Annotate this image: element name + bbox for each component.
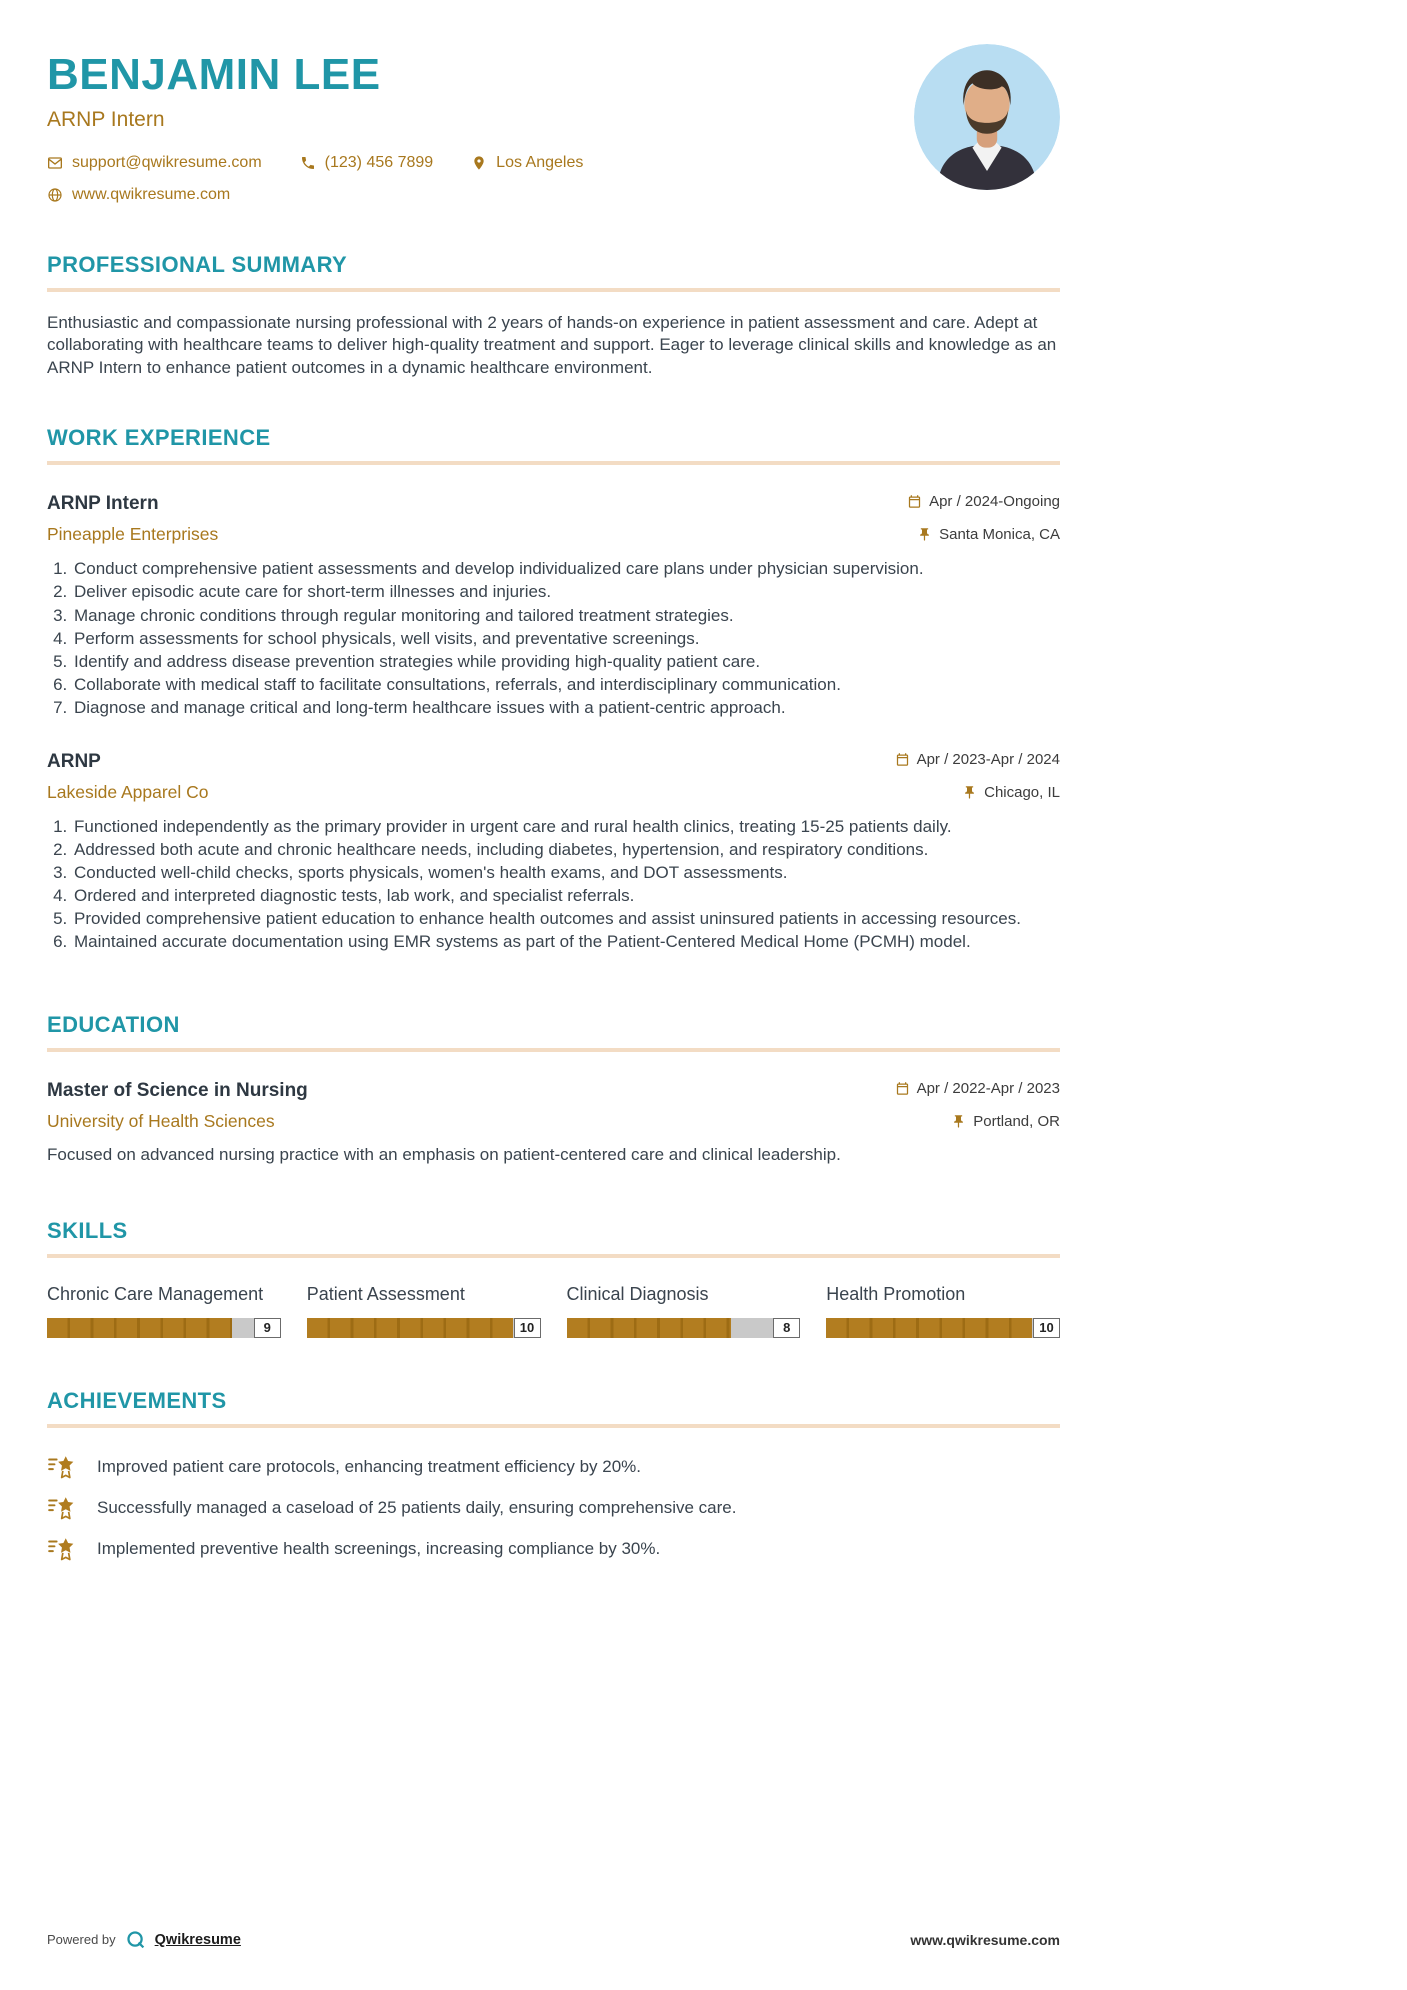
- education-subheader: [47, 1111, 1060, 1132]
- job-subheader: [47, 524, 1060, 545]
- header: [47, 50, 1060, 204]
- job-entry-2: [47, 751, 1060, 954]
- job-bullet-list: [47, 816, 1060, 954]
- profile-photo-illustration: [914, 44, 1060, 190]
- contact-phone-text: (123) 456 7899: [324, 154, 434, 171]
- education-heading: EDUCATION: [47, 1012, 1060, 1052]
- skill-bar-fill: [567, 1318, 732, 1338]
- job-bullet: 7. Diagnose and manage critical and long-term healthcare issues with a patient-centric approach.: [72, 697, 1060, 719]
- pushpin-icon: [951, 1114, 966, 1129]
- phone-icon: [300, 155, 316, 171]
- education-header: [47, 1080, 1060, 1102]
- education-school: University of Health Sciences: [47, 1110, 275, 1131]
- skill-label: Clinical Diagnosis: [566, 1283, 709, 1304]
- skill-item-4: [826, 1284, 1060, 1338]
- medal-icon: [47, 1536, 77, 1562]
- job-title: ARNP: [47, 750, 101, 772]
- medal-icon: [47, 1454, 77, 1480]
- contact-location[interactable]: [471, 154, 583, 172]
- job-dates: [895, 751, 1060, 768]
- job-bullet: 2. Deliver episodic acute care for short-term illnesses and injuries.: [72, 581, 1060, 603]
- education-location: [951, 1113, 1060, 1130]
- contact-location-text: Los Angeles: [496, 154, 584, 171]
- footer-website: www.qwikresume.com: [910, 1931, 1060, 1948]
- job-dates: [907, 493, 1060, 510]
- job-bullet: 5. Identify and address disease prevention strategies while providing high-quality patient care.: [72, 651, 1060, 673]
- job-bullet: 4. Perform assessments for school physicals, well visits, and preventative screenings.: [72, 628, 1060, 650]
- contact-website[interactable]: [47, 186, 230, 204]
- skill-item-1: [47, 1284, 281, 1338]
- skill-bar-fill: [307, 1318, 513, 1338]
- job-subheader: [47, 782, 1060, 803]
- contact-row-2: [47, 186, 1060, 204]
- job-bullet: 6. Maintained accurate documentation using EMR systems as part of the Patient-Centered Medical Home (PCMH) model.: [72, 931, 1060, 953]
- skill-bar: [307, 1318, 541, 1338]
- section-work-experience: [47, 425, 1060, 953]
- person-name: BENJAMIN LEE: [47, 50, 381, 99]
- achievements-list: [47, 1454, 1060, 1562]
- education-entry: [47, 1080, 1060, 1166]
- contact-email-text: support@qwikresume.com: [72, 154, 262, 171]
- skill-label: Patient Assessment: [306, 1283, 465, 1304]
- job-bullet: 2. Addressed both acute and chronic healthcare needs, including diabetes, hypertension, and respiratory conditions.: [72, 839, 1060, 861]
- job-bullet: 4. Ordered and interpreted diagnostic tests, lab work, and specialist referrals.: [72, 885, 1060, 907]
- job-bullet: 1. Conduct comprehensive patient assessments and develop individualized care plans under physician supervision.: [72, 558, 1060, 580]
- section-education: [47, 1012, 1060, 1166]
- section-achievements: [47, 1388, 1060, 1562]
- summary-heading: PROFESSIONAL SUMMARY: [47, 252, 1060, 292]
- skill-score-badge: 9: [254, 1318, 281, 1338]
- job-bullet: 3. Conducted well-child checks, sports physicals, women's health exams, and DOT assessments.: [72, 862, 1060, 884]
- skill-item-2: [307, 1284, 541, 1338]
- skill-bar: [826, 1318, 1060, 1338]
- person-job-title: ARNP Intern: [47, 108, 165, 131]
- qwikresume-logo-icon: [125, 1929, 146, 1950]
- job-company: Pineapple Enterprises: [47, 524, 219, 545]
- skill-score-badge: 10: [514, 1318, 541, 1338]
- skill-bar-fill: [826, 1318, 1032, 1338]
- skill-bar: [47, 1318, 281, 1338]
- pushpin-icon: [962, 785, 977, 800]
- education-degree: Master of Science in Nursing: [47, 1079, 308, 1101]
- skills-heading: SKILLS: [47, 1218, 1060, 1258]
- contact-phone[interactable]: [300, 154, 434, 172]
- education-description: Focused on advanced nursing practice with an emphasis on patient-centered care and clinical leadership.: [47, 1144, 841, 1164]
- job-header: [47, 751, 1060, 773]
- education-dates: [895, 1080, 1060, 1097]
- job-entry-1: [47, 493, 1060, 719]
- summary-text: Enthusiastic and compassionate nursing professional with 2 years of hands-on experience in patient assessment and care. Adept at collaborating with healthcare teams to deliver high-quality treatment and support. Eager to leverage clinical skills and knowledge as an ARNP Intern to enhance patient outcomes in a dynamic healthcare environment.: [47, 313, 1057, 377]
- skills-grid: [47, 1284, 1060, 1338]
- location-pin-icon: [471, 155, 487, 171]
- achievement-item: [47, 1495, 1060, 1521]
- job-company: Lakeside Apparel Co: [47, 781, 209, 802]
- education-location-text: Portland, OR: [973, 1112, 1060, 1130]
- job-bullet: 3. Manage chronic conditions through regular monitoring and tailored treatment strategies.: [72, 605, 1060, 627]
- job-bullet: 1. Functioned independently as the primary provider in urgent care and rural health clinics, treating 15-25 patients daily.: [72, 816, 1060, 838]
- achievements-heading: ACHIEVEMENTS: [47, 1388, 1060, 1428]
- contact-email[interactable]: [47, 154, 262, 172]
- section-skills: [47, 1218, 1060, 1338]
- profile-photo: [914, 44, 1060, 190]
- job-bullet: 6. Collaborate with medical staff to facilitate consultations, referrals, and interdisciplinary communication.: [72, 674, 1060, 696]
- job-bullet: 5. Provided comprehensive patient education to enhance health outcomes and assist uninsured patients in accessing resources.: [72, 908, 1060, 930]
- contact-row-1: [47, 154, 1060, 172]
- skill-score-badge: 10: [1033, 1318, 1060, 1338]
- globe-icon: [47, 187, 63, 203]
- contact-website-text: www.qwikresume.com: [72, 186, 231, 203]
- footer-branding: [47, 1929, 241, 1950]
- achievement-text: Implemented preventive health screenings, increasing compliance by 30%.: [97, 1538, 661, 1558]
- skill-item-3: [567, 1284, 801, 1338]
- achievement-text: Successfully managed a caseload of 25 patients daily, ensuring comprehensive care.: [97, 1497, 737, 1517]
- skill-score-badge: 8: [773, 1318, 800, 1338]
- achievement-text: Improved patient care protocols, enhancing treatment efficiency by 20%.: [97, 1456, 641, 1476]
- job-title: ARNP Intern: [47, 493, 159, 515]
- achievement-item: [47, 1536, 1060, 1562]
- calendar-icon: [895, 1081, 910, 1096]
- section-professional-summary: [47, 252, 1060, 379]
- job-dates-text: Apr / 2023-Apr / 2024: [916, 750, 1060, 768]
- mail-icon: [47, 155, 63, 171]
- pushpin-icon: [917, 527, 932, 542]
- job-location: [917, 526, 1060, 543]
- skill-label: Health Promotion: [826, 1283, 966, 1304]
- job-header: [47, 493, 1060, 515]
- experience-heading: WORK EXPERIENCE: [47, 425, 1060, 465]
- job-dates-text: Apr / 2024-Ongoing: [929, 493, 1060, 511]
- education-dates-text: Apr / 2022-Apr / 2023: [916, 1079, 1060, 1097]
- footer: [47, 1929, 1060, 1950]
- qwikresume-link[interactable]: Qwikresume: [154, 1931, 241, 1948]
- skill-bar: [567, 1318, 801, 1338]
- skill-bar-fill: [47, 1318, 232, 1338]
- medal-icon: [47, 1495, 77, 1521]
- calendar-icon: [895, 752, 910, 767]
- achievement-item: [47, 1454, 1060, 1480]
- powered-by-label: Powered by: [47, 1932, 116, 1947]
- calendar-icon: [907, 494, 922, 509]
- skill-label: Chronic Care Management: [47, 1283, 264, 1304]
- job-location-text: Chicago, IL: [984, 783, 1060, 801]
- job-bullet-list: [47, 558, 1060, 719]
- job-location-text: Santa Monica, CA: [939, 526, 1060, 544]
- job-location: [962, 784, 1060, 801]
